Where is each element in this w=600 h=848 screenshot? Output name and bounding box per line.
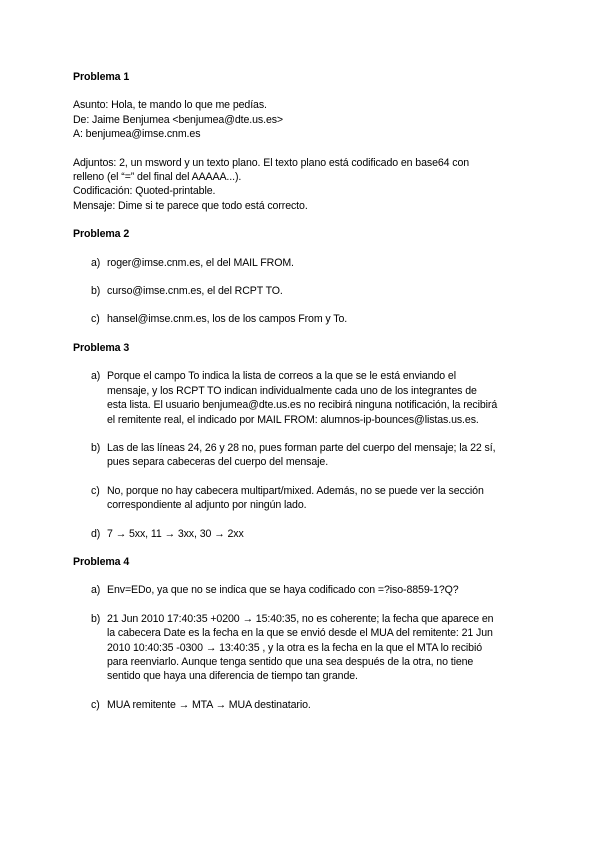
list-item-text bbox=[107, 284, 540, 298]
list-item-marker: b) bbox=[91, 285, 101, 298]
list-item bbox=[73, 612, 540, 684]
list-item-marker: c) bbox=[91, 484, 100, 497]
problema-1-section bbox=[73, 70, 540, 227]
de-line: De: Jaime Benjumea <benjumea@dte.us.es> bbox=[73, 113, 284, 126]
list-item-text bbox=[107, 484, 540, 513]
list-item-marker: a) bbox=[91, 584, 101, 597]
list-item-text bbox=[107, 441, 540, 470]
list-item bbox=[73, 369, 540, 427]
list-item-text bbox=[107, 256, 540, 270]
list-item-line: para reenviarlo. Aunque tenga sentido que una sea después de la otra, no tiene bbox=[107, 655, 474, 668]
list-item-line: Porque el campo To indica la lista de correos a la que se le está enviando el bbox=[107, 370, 456, 383]
problema-1-heading: Problema 1 bbox=[73, 71, 130, 83]
list-item-line: el remitente real, el indicado por MAIL FROM: alumnos-ip-bounces@listas.us.es. bbox=[107, 413, 479, 426]
list-item-line: la cabecera Date es la fecha en la que se envió desde el MUA del remitente: 21 Jun bbox=[107, 627, 493, 640]
mensaje-line: Mensaje: Dime si te parece que todo está correcto. bbox=[73, 199, 308, 212]
list-item-line: hansel@imse.cnm.es, los de los campos From y To. bbox=[107, 313, 348, 326]
problema-3-section bbox=[73, 341, 540, 541]
list-item bbox=[73, 256, 540, 270]
list-item-line: esta lista. El usuario benjumea@dte.us.es no recibirá ninguna notificación, la recibirá bbox=[107, 399, 498, 412]
list-item-line: 21 Jun 2010 17:40:35 +0200 → 15:40:35, no es coherente; la fecha que aparece en bbox=[107, 612, 494, 625]
list-item-marker: d) bbox=[91, 527, 101, 540]
list-item-text bbox=[107, 583, 540, 597]
adjuntos-line-1: Adjuntos: 2, un msword y un texto plano. El texto plano está codificado en base64 con bbox=[73, 156, 470, 169]
list-item bbox=[73, 583, 540, 597]
list-item bbox=[73, 484, 540, 513]
problema-4-list bbox=[73, 583, 540, 712]
list-item-marker: a) bbox=[91, 256, 101, 269]
list-item-line: mensaje, y los RCPT TO indican individualmente cada uno de los integrantes de bbox=[107, 384, 477, 397]
list-item bbox=[73, 312, 540, 326]
list-item-line: roger@imse.cnm.es, el del MAIL FROM. bbox=[107, 256, 294, 269]
list-item-marker: c) bbox=[91, 313, 100, 326]
list-item-marker: b) bbox=[91, 441, 101, 454]
list-item bbox=[73, 527, 540, 541]
list-item-line: 2010 10:40:35 -0300 → 13:40:35 , y la otra es la fecha en la que el MTA lo recibió bbox=[107, 641, 482, 654]
list-item-line: Las de las líneas 24, 26 y 28 no, pues forman parte del cuerpo del mensaje; la 22 sí, bbox=[107, 441, 496, 454]
email-details-block bbox=[73, 156, 540, 214]
list-item-text bbox=[107, 527, 540, 541]
problema-2-heading: Problema 2 bbox=[73, 228, 130, 241]
list-item-line: 7 → 5xx, 11 → 3xx, 30 → 2xx bbox=[107, 527, 244, 540]
asunto-line: Asunto: Hola, te mando lo que me pedías. bbox=[73, 99, 267, 112]
list-item-text bbox=[107, 312, 540, 326]
list-item-line: curso@imse.cnm.es, el del RCPT TO. bbox=[107, 285, 283, 298]
list-item-marker: a) bbox=[91, 370, 101, 383]
a-line: A: benjumea@imse.cnm.es bbox=[73, 128, 201, 141]
list-item-marker: c) bbox=[91, 698, 100, 711]
list-item-line: No, porque no hay cabecera multipart/mixed. Además, no se puede ver la sección bbox=[107, 484, 484, 497]
problema-3-heading: Problema 3 bbox=[73, 341, 130, 354]
list-item-text bbox=[107, 698, 540, 712]
problema-2-section bbox=[73, 227, 540, 327]
list-item bbox=[73, 284, 540, 298]
list-item-marker: b) bbox=[91, 612, 101, 625]
problema-3-list bbox=[73, 369, 540, 541]
problema-2-list bbox=[73, 256, 540, 327]
list-item-text bbox=[107, 612, 540, 684]
list-item bbox=[73, 698, 540, 712]
adjuntos-line-2: relleno (el “=” del final del AAAAA...). bbox=[73, 171, 242, 184]
codificacion-line: Codificación: Quoted-printable. bbox=[73, 185, 216, 198]
list-item-line: MUA remitente → MTA → MUA destinatario. bbox=[107, 698, 311, 711]
email-headers-block bbox=[73, 98, 540, 141]
list-item-line: correspondiente al adjunto por ningún lado. bbox=[107, 499, 307, 512]
list-item-line: Env=EDo, ya que no se indica que se haya codificado con =?iso-8859-1?Q? bbox=[107, 584, 459, 597]
problema-4-heading: Problema 4 bbox=[73, 555, 130, 568]
problema-4-section bbox=[73, 555, 540, 712]
list-item-text bbox=[107, 369, 540, 427]
list-item-line: sentido que haya una diferencia de tiempo tan grande. bbox=[107, 670, 358, 683]
list-item bbox=[73, 441, 540, 470]
list-item-line: pues separa cabeceras del cuerpo del mensaje. bbox=[107, 456, 329, 469]
